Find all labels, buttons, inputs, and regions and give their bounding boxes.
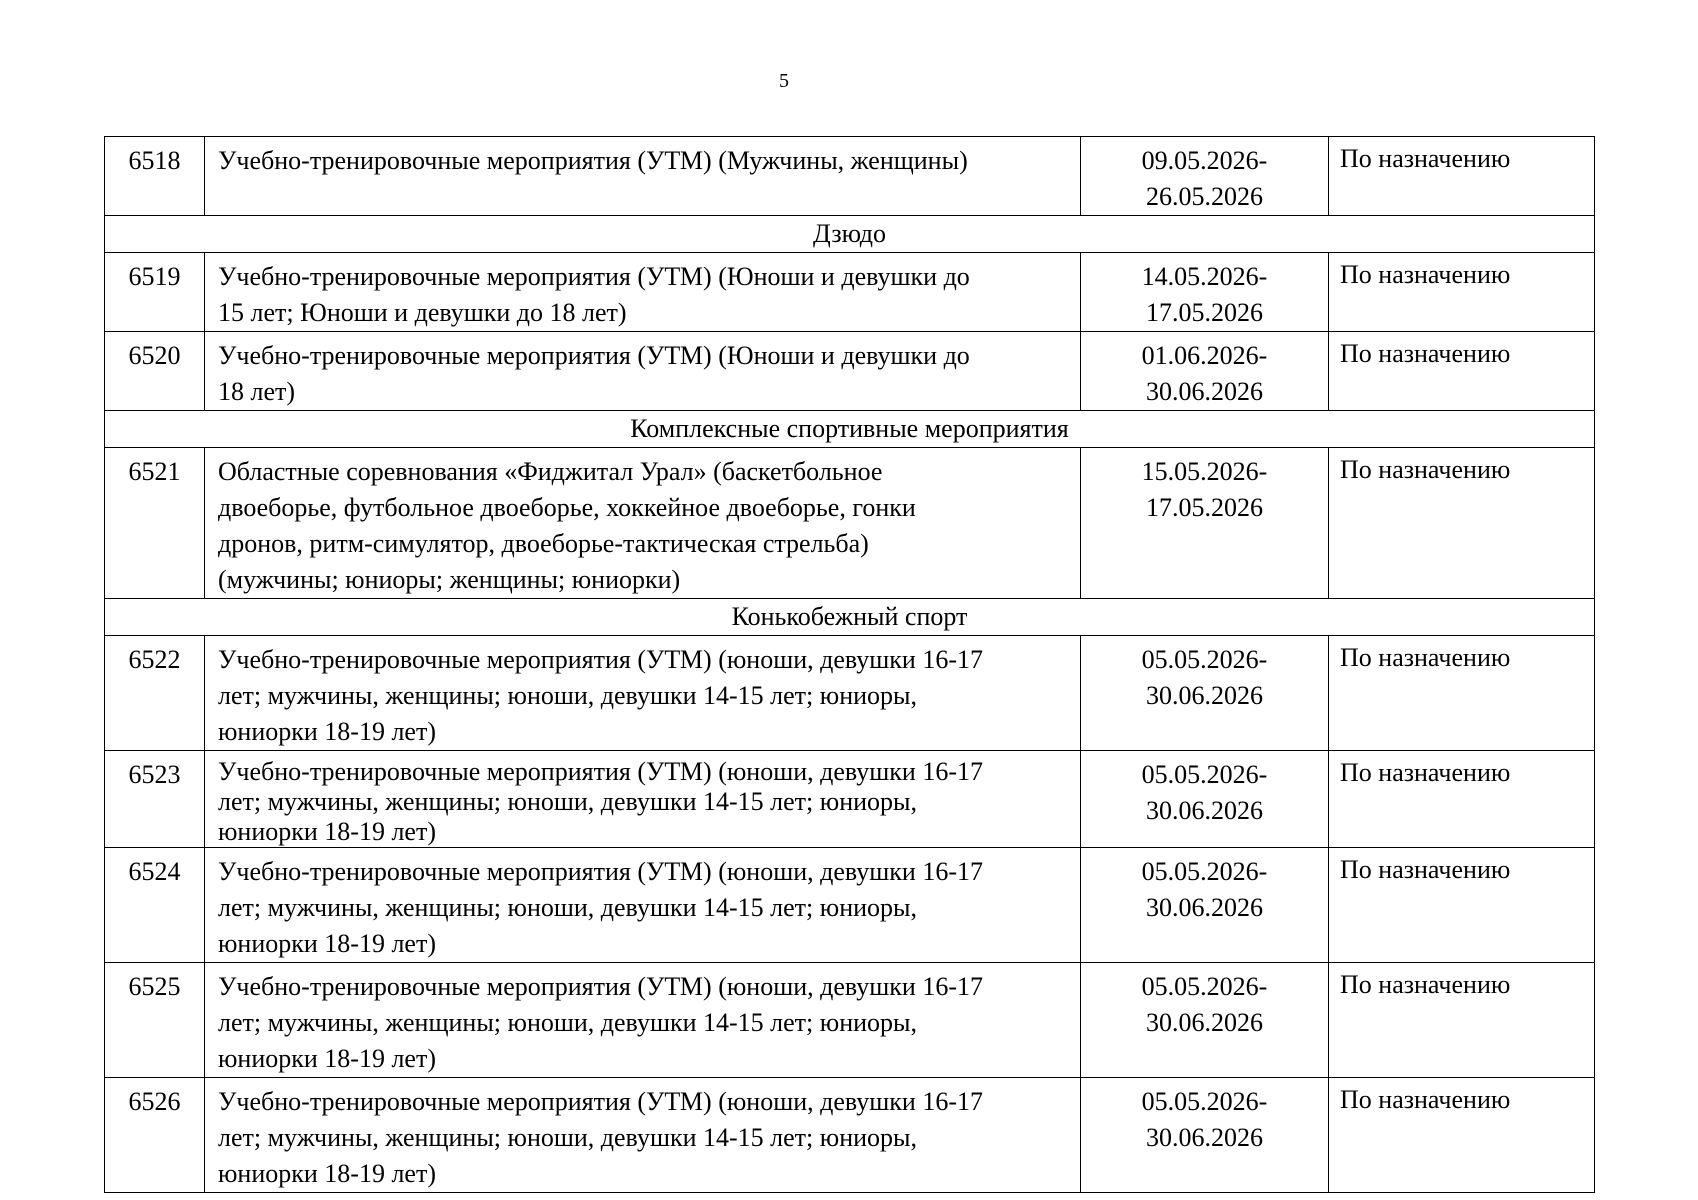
event-description-line: Учебно-тренировочные мероприятия (УТМ) (Юноши и девушки до — [218, 341, 970, 370]
event-location: По назначению — [1329, 751, 1595, 848]
event-end-date: 30.06.2026 — [1146, 681, 1263, 710]
table-row — [105, 253, 1595, 332]
event-start-date: 15.05.2026- — [1141, 457, 1268, 486]
event-dates — [1081, 1078, 1329, 1193]
event-description-line: Учебно-тренировочные мероприятия (УТМ) (юноши, девушки 16-17 — [218, 645, 984, 674]
event-dates — [1081, 636, 1329, 751]
event-number: 6526 — [105, 1078, 205, 1193]
events-table-body — [105, 137, 1595, 1193]
event-description-line: юниорки 18-19 лет) — [218, 717, 436, 746]
event-end-date: 17.05.2026 — [1146, 298, 1263, 327]
event-description-line: дронов, ритм-симулятор, двоеборье-тактическая стрельба) — [218, 529, 869, 558]
event-description-line: Учебно-тренировочные мероприятия (УТМ) (Мужчины, женщины) — [218, 146, 968, 175]
event-location: По назначению — [1329, 448, 1595, 599]
event-location: По назначению — [1329, 636, 1595, 751]
event-description-line: лет; мужчины, женщины; юноши, девушки 14-15 лет; юниоры, — [218, 1123, 917, 1152]
event-start-date: 05.05.2026- — [1141, 972, 1268, 1001]
event-end-date: 30.06.2026 — [1146, 893, 1263, 922]
event-description — [205, 1078, 1081, 1193]
event-start-date: 14.05.2026- — [1141, 262, 1268, 291]
event-description-line: Учебно-тренировочные мероприятия (УТМ) (юноши, девушки 16-17 — [218, 972, 984, 1001]
event-number: 6523 — [105, 751, 205, 848]
section-header-row — [105, 411, 1595, 448]
section-title: Конькобежный спорт — [105, 599, 1595, 636]
event-end-date: 30.06.2026 — [1146, 796, 1263, 825]
events-table — [104, 136, 1595, 1193]
event-description — [205, 636, 1081, 751]
table-row — [105, 1078, 1595, 1193]
table-row — [105, 137, 1595, 216]
event-description — [205, 448, 1081, 599]
event-number: 6524 — [105, 848, 205, 963]
section-title: Комплексные спортивные мероприятия — [105, 411, 1595, 448]
event-dates — [1081, 332, 1329, 411]
event-description-line: 18 лет) — [218, 377, 296, 406]
event-location: По назначению — [1329, 332, 1595, 411]
page-number: 5 — [779, 70, 789, 92]
event-location: По назначению — [1329, 848, 1595, 963]
event-location: По назначению — [1329, 253, 1595, 332]
event-description-line: юниорки 18-19 лет) — [218, 1044, 436, 1073]
event-description-line: юниорки 18-19 лет) — [218, 929, 436, 958]
event-end-date: 30.06.2026 — [1146, 377, 1263, 406]
event-number: 6520 — [105, 332, 205, 411]
event-description — [205, 751, 1081, 848]
event-dates — [1081, 963, 1329, 1078]
table-row — [105, 751, 1595, 848]
event-dates — [1081, 848, 1329, 963]
event-description — [205, 848, 1081, 963]
event-number: 6525 — [105, 963, 205, 1078]
event-dates — [1081, 448, 1329, 599]
event-number: 6519 — [105, 253, 205, 332]
event-start-date: 05.05.2026- — [1141, 857, 1268, 886]
table-row — [105, 636, 1595, 751]
section-title: Дзюдо — [105, 216, 1595, 253]
event-description-line: юниорки 18-19 лет) — [218, 817, 436, 846]
event-dates — [1081, 253, 1329, 332]
event-description-line: Учебно-тренировочные мероприятия (УТМ) (Юноши и девушки до — [218, 262, 970, 291]
event-start-date: 09.05.2026- — [1141, 146, 1268, 175]
event-end-date: 26.05.2026 — [1146, 182, 1263, 211]
event-start-date: 05.05.2026- — [1141, 1087, 1268, 1116]
event-description — [205, 332, 1081, 411]
event-description-line: Учебно-тренировочные мероприятия (УТМ) (юноши, девушки 16-17 — [218, 1087, 984, 1116]
event-description-line: Учебно-тренировочные мероприятия (УТМ) (юноши, девушки 16-17 — [218, 857, 984, 886]
event-location: По назначению — [1329, 137, 1595, 216]
table-row — [105, 963, 1595, 1078]
event-number: 6518 — [105, 137, 205, 216]
section-header-row — [105, 599, 1595, 636]
event-description — [205, 137, 1081, 216]
event-description-line: 15 лет; Юноши и девушки до 18 лет) — [218, 298, 627, 327]
table-row — [105, 448, 1595, 599]
event-location: По назначению — [1329, 1078, 1595, 1193]
event-start-date: 01.06.2026- — [1141, 341, 1268, 370]
event-description-line: лет; мужчины, женщины; юноши, девушки 14-15 лет; юниоры, — [218, 893, 917, 922]
event-description-line: юниорки 18-19 лет) — [218, 1159, 436, 1188]
event-description-line: Учебно-тренировочные мероприятия (УТМ) (юноши, девушки 16-17 — [218, 757, 984, 786]
event-dates — [1081, 751, 1329, 848]
event-start-date: 05.05.2026- — [1141, 645, 1268, 674]
event-description-line: (мужчины; юниоры; женщины; юниорки) — [218, 565, 681, 594]
event-description-line: Областные соревнования «Фиджитал Урал» (баскетбольное — [218, 457, 883, 486]
event-start-date: 05.05.2026- — [1141, 760, 1268, 789]
event-end-date: 30.06.2026 — [1146, 1008, 1263, 1037]
event-description — [205, 963, 1081, 1078]
event-description-line: двоеборье, футбольное двоеборье, хоккейное двоеборье, гонки — [218, 493, 916, 522]
section-header-row — [105, 216, 1595, 253]
event-description-line: лет; мужчины, женщины; юноши, девушки 14-15 лет; юниоры, — [218, 1008, 917, 1037]
event-end-date: 17.05.2026 — [1146, 493, 1263, 522]
event-description — [205, 253, 1081, 332]
event-dates — [1081, 137, 1329, 216]
event-end-date: 30.06.2026 — [1146, 1123, 1263, 1152]
event-location: По назначению — [1329, 963, 1595, 1078]
event-description-line: лет; мужчины, женщины; юноши, девушки 14-15 лет; юниоры, — [218, 681, 917, 710]
event-number: 6521 — [105, 448, 205, 599]
table-row — [105, 332, 1595, 411]
event-number: 6522 — [105, 636, 205, 751]
table-row — [105, 848, 1595, 963]
event-description-line: лет; мужчины, женщины; юноши, девушки 14-15 лет; юниоры, — [218, 787, 917, 816]
